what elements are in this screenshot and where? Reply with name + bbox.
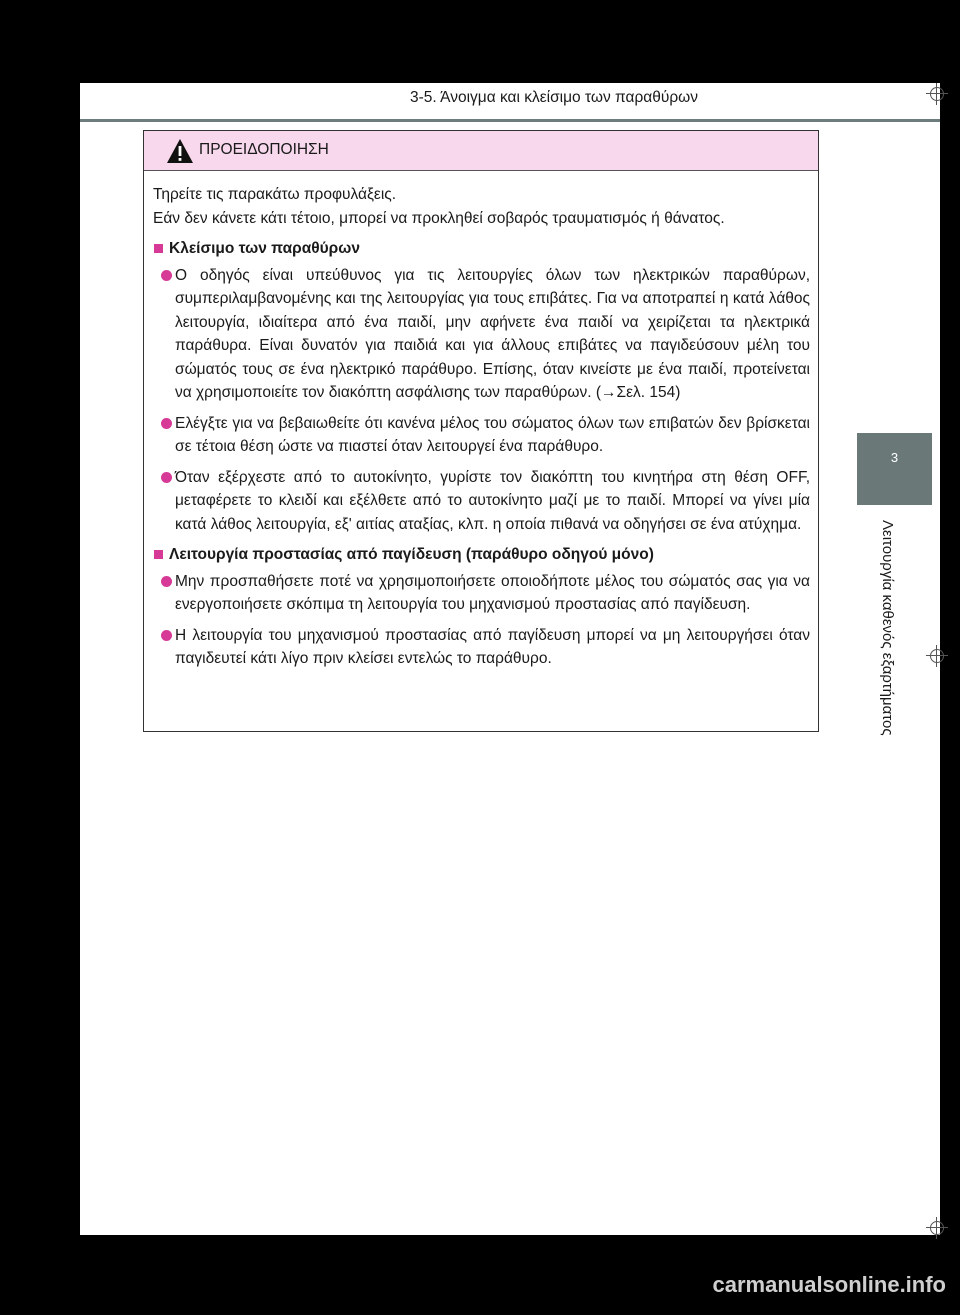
warning-title: ΠΡΟΕΙΔΟΠΟΙΗΣΗ: [199, 141, 329, 158]
section-heading-closing: [153, 237, 810, 261]
header-rule: [80, 119, 940, 122]
bullet-text: Όταν εξέρχεστε από το αυτοκίνητο, γυρίστε τον διακόπτη του κινητήρα στη θέση OFF, μεταφέρετε το κλειδί και εξέλθετε από το αυτοκίνητο μαζί με το παιδί. Μπορεί να γίνει μία κατά λάθος λειτουργία, εξ' αιτίας αταξίας, κλπ. η οποία πιθανά να οδηγήσει σε ένα ατύχημα.: [175, 468, 810, 533]
bullet-item: [153, 264, 810, 405]
square-bullet-icon: [154, 244, 163, 253]
bullet-item: [153, 466, 810, 537]
watermark: carmanualsonline.info: [712, 1272, 946, 1297]
bullet-dot-icon: [161, 418, 172, 429]
warning-box: [143, 130, 819, 732]
warning-header: [144, 131, 818, 171]
bullet-item: [153, 570, 810, 617]
square-bullet-icon: [154, 550, 163, 559]
registration-mark-bottom: [930, 1221, 944, 1235]
chapter-label: Λειτουργία καθενός εξαρτήματος: [879, 520, 896, 736]
bullet-text: Μην προσπαθήσετε ποτέ να χρησιμοποιήσετε οποιοδήποτε μέλος του σώματός σας για να ενεργοποιήσετε σκόπιμα τη λειτουργία του μηχανισμού προστασίας από παγίδευση.: [175, 572, 810, 613]
bullet-text: Ο οδηγός είναι υπεύθυνος για τις λειτουργίες όλων των ηλεκτρικών παραθύρων, συμπεριλαμβανομένης και της λειτουργίας για τους επιβάτες. Για να αποτραπεί η κατά λάθος λειτουργία, ιδιαίτερα από ένα παιδί, μην αφήνετε ένα παιδί να χειρίζεται τα ηλεκτρικά παράθυρα. Είναι δυνατόν για παιδιά και για άλλους επιβάτες να παγιδεύσουν μέλη του σώματός τους σε ένα ηλεκτρικό παράθυρο. Επίσης, όταν κινείστε με ένα παιδί, προτείνεται να χρησιμοποιείτε τον διακόπτη ασφάλισης των παραθύρων. (→Σελ. 154): [175, 266, 810, 401]
bullet-dot-icon: [161, 472, 172, 483]
section-heading-text: Κλείσιμο των παραθύρων: [169, 240, 360, 257]
warning-body: [144, 171, 818, 671]
chapter-tab: 3: [857, 433, 932, 505]
bullet-text: Ελέγξτε για να βεβαιωθείτε ότι κανένα μέλος του σώματος όλων των επιβατών δεν βρίσκεται σε τέτοια θέση ώστε να πιαστεί όταν λειτουργεί ένα παράθυρο.: [175, 414, 810, 455]
registration-mark-top: [930, 87, 944, 101]
section-heading-jam-protection: [153, 543, 810, 567]
bullet-item: [153, 412, 810, 459]
warning-triangle-icon: [166, 138, 194, 164]
bullet-item: [153, 624, 810, 671]
section-heading-text: Λειτουργία προστασίας από παγίδευση (παράθυρο οδηγού μόνο): [169, 546, 654, 563]
bullet-dot-icon: [161, 576, 172, 587]
manual-page: [80, 83, 940, 1235]
registration-mark-middle: [930, 649, 944, 663]
bullet-dot-icon: [161, 630, 172, 641]
bullet-dot-icon: [161, 270, 172, 281]
bullet-text: Η λειτουργία του μηχανισμού προστασίας από παγίδευση μπορεί να μη λειτουργήσει όταν παγιδευτεί κάτι λίγο πριν κλείσει εντελώς το παράθυρο.: [175, 626, 810, 667]
page-header-title: 3-5. Άνοιγμα και κλείσιμο των παραθύρων: [410, 89, 699, 106]
warning-intro-1: Τηρείτε τις παρακάτω προφυλάξεις.: [153, 186, 397, 203]
warning-intro-2: Εάν δεν κάνετε κάτι τέτοιο, μπορεί να προκληθεί σοβαρός τραυματισμός ή θάνατος.: [153, 209, 725, 227]
